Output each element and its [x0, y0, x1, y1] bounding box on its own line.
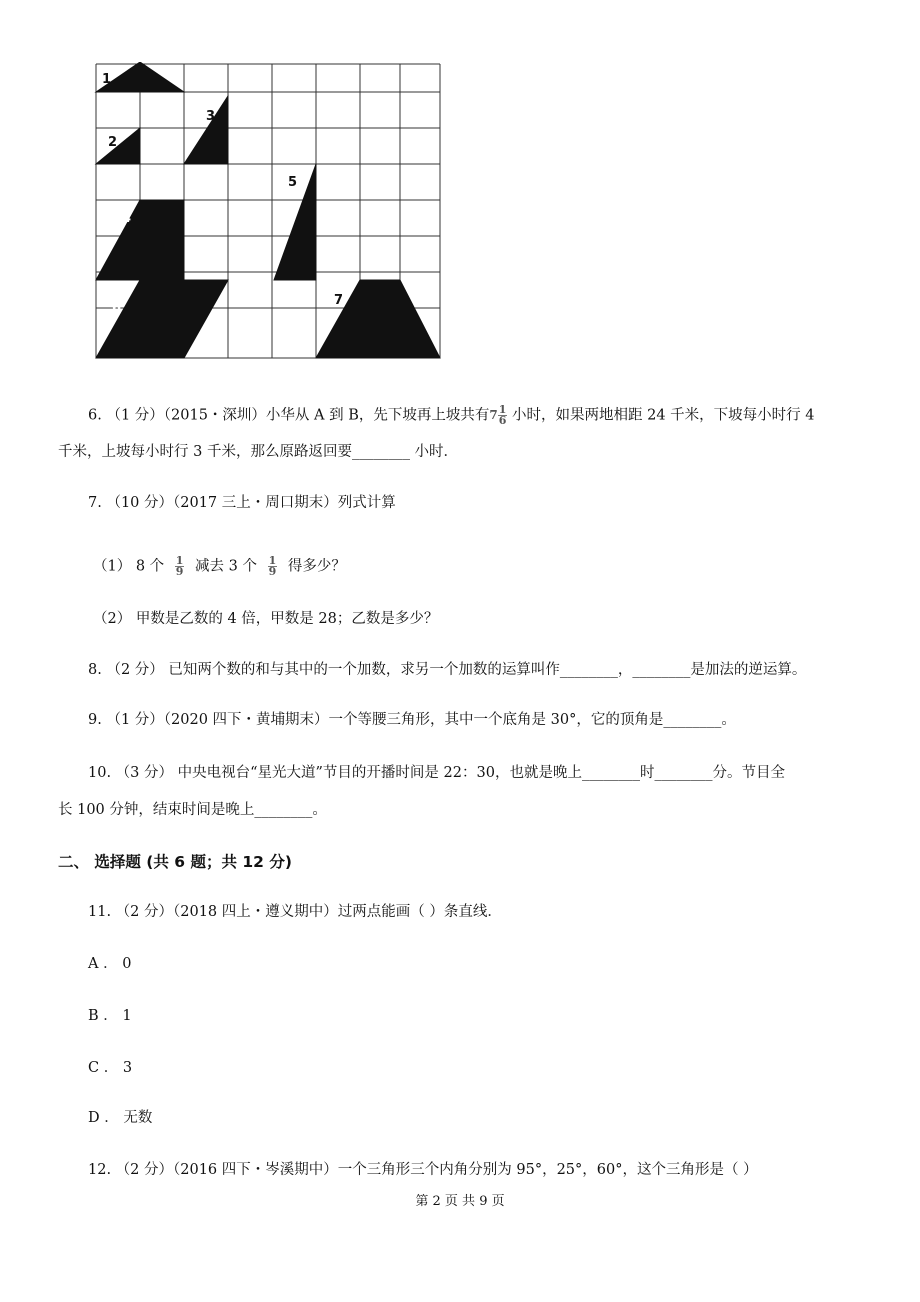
shape-6 [96, 280, 228, 358]
q12: 12. （2 分）（2016 四下・岑溪期中）一个三角形三个内角分别为 95°，25°，60°，这个三角形是（ ） [88, 1162, 758, 1178]
shape-label-3: 3 [206, 109, 216, 124]
shape-3 [184, 96, 228, 164]
shape-label-2: 2 [108, 135, 118, 150]
q11-option-a: A ． 0 [88, 956, 132, 972]
q6-line1 [88, 405, 815, 426]
q11-option-b: B ． 1 [88, 1008, 132, 1024]
q7-sub1-a: （1） 8 个 [93, 558, 165, 575]
shape-label-5: 5 [288, 175, 298, 190]
shape-label-4: 4 [122, 211, 132, 226]
shape-label-1: 1 [102, 72, 112, 87]
q7-sub2: （2） 甲数是乙数的 4 倍，甲数是 28；乙数是多少？ [93, 611, 439, 627]
shape-label-6: 6 [112, 301, 122, 316]
q6-frac-den: 6 [498, 414, 507, 427]
q6-prefix: 6. （1 分）（2015・深圳）小华从 A 到 B，先下坡再上坡共有 [88, 407, 490, 424]
page-footer: 第 2 页 共 9 页 [415, 1194, 505, 1209]
shape-4 [96, 200, 184, 280]
shape-label-7: 7 [334, 293, 344, 308]
q7-title: 7. （10 分）（2017 三上・周口期末）列式计算 [88, 495, 396, 511]
grid-svg [94, 62, 444, 362]
q6-suffix: 小时，如果两地相距 24 千米，下坡每小时行 4 [507, 407, 815, 424]
q11-option-d: D ． 无数 [88, 1110, 153, 1126]
q7-frac-1: $\frac{1}{9}$ [175, 554, 184, 578]
q9: 9. （1 分）（2020 四下・黄埔期末）一个等腰三角形，其中一个底角是 30°，它的顶角是________。 [88, 712, 736, 728]
q10-line1: 10. （3 分） 中央电视台“星光大道”节目的开播时间是 22：30，也就是晚上________时________分。节目全 [88, 765, 785, 781]
q6-mixed-number [489, 405, 507, 426]
q8: 8. （2 分） 已知两个数的和与其中的一个加数，求另一个加数的运算叫作________，________是加法的逆运算。 [88, 662, 807, 678]
q7-sub1-c: 得多少？ [287, 558, 346, 575]
q6-frac-num: 1 [498, 403, 507, 416]
q6-mixed-whole: 7 [489, 408, 498, 422]
grid-figure [94, 62, 444, 362]
q7-frac-2: $\frac{1}{9}$ [268, 554, 277, 578]
q7-sub1-b: 减去 3 个 [195, 558, 257, 575]
section-2-heading: 二、 选择题 (共 6 题；共 12 分) [58, 853, 292, 871]
q6-line2: 千米，上坡每小时行 3 千米，那么原路返回要________ 小时． [58, 444, 459, 460]
q10-line2: 长 100 分钟，结束时间是晚上________。 [58, 802, 327, 818]
shape-2 [96, 128, 140, 164]
q11-option-c: C ． 3 [88, 1060, 133, 1076]
shape-7 [316, 280, 440, 358]
q11-stem: 11. （2 分）（2018 四上・遵义期中）过两点能画（ ）条直线． [88, 904, 502, 920]
q7-sub1 [93, 556, 346, 577]
